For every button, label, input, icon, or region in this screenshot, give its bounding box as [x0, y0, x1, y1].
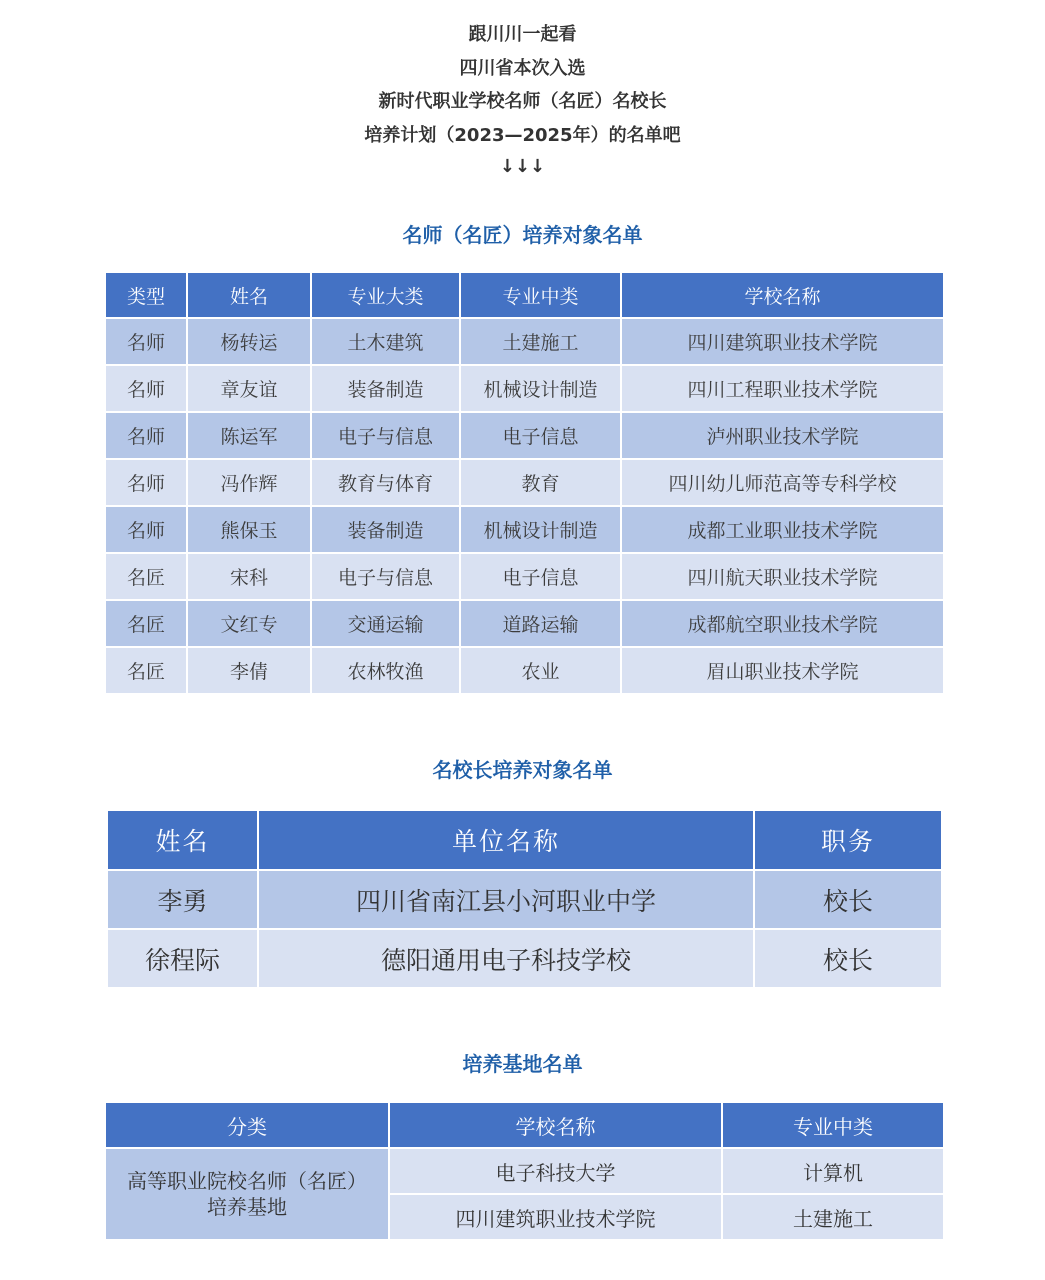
table-cell: 农林牧渔 [311, 647, 460, 694]
header-cell: 职务 [754, 810, 942, 870]
table-header-row [107, 810, 942, 870]
category-line-1: 高等职业院校名师（名匠） [127, 1169, 367, 1193]
header-cell: 学校名称 [389, 1102, 722, 1148]
table-cell: 李倩 [187, 647, 311, 694]
table-cell: 德阳通用电子科技学校 [258, 929, 754, 988]
header-cell: 单位名称 [258, 810, 754, 870]
table-row [105, 506, 944, 553]
table-header-row [105, 272, 944, 318]
intro-block [0, 18, 1045, 182]
header-cell: 专业中类 [722, 1102, 944, 1148]
table-cell: 电子信息 [460, 553, 621, 600]
category-cell [105, 1148, 389, 1240]
table-cell: 宋科 [187, 553, 311, 600]
table-cell: 交通运输 [311, 600, 460, 647]
table-cell: 校长 [754, 870, 942, 929]
down-arrows-icon: ↓↓↓ [499, 156, 546, 177]
table-cell: 计算机 [722, 1148, 944, 1194]
category-line-2: 培养基地 [207, 1195, 287, 1219]
table-cell: 装备制造 [311, 365, 460, 412]
table-row [105, 365, 944, 412]
table-cell: 徐程际 [107, 929, 258, 988]
header-cell: 专业中类 [460, 272, 621, 318]
table-row [105, 1148, 944, 1194]
table-cell: 泸州职业技术学院 [621, 412, 944, 459]
table-cell: 土木建筑 [311, 318, 460, 365]
intro-line-3: 新时代职业学校名师（名匠）名校长 [378, 91, 667, 112]
header-cell: 专业大类 [311, 272, 460, 318]
table-cell: 道路运输 [460, 600, 621, 647]
table-cell: 四川航天职业技术学院 [621, 553, 944, 600]
table-cell: 名师 [105, 365, 187, 412]
table-cell: 机械设计制造 [460, 506, 621, 553]
table-header-row [105, 1102, 944, 1148]
table-cell: 四川建筑职业技术学院 [389, 1194, 722, 1240]
table-cell: 名师 [105, 412, 187, 459]
teachers-table [104, 271, 945, 695]
table-cell: 电子科技大学 [389, 1148, 722, 1194]
table-cell: 农业 [460, 647, 621, 694]
table-row [105, 459, 944, 506]
table-cell: 名师 [105, 506, 187, 553]
table-cell: 章友谊 [187, 365, 311, 412]
table-cell: 土建施工 [722, 1194, 944, 1240]
header-cell: 姓名 [107, 810, 258, 870]
table-cell: 名匠 [105, 553, 187, 600]
principals-section-title: 名校长培养对象名单 [432, 758, 613, 782]
table-cell: 眉山职业技术学院 [621, 647, 944, 694]
table-cell: 名师 [105, 318, 187, 365]
intro-line-4: 培养计划（2023—2025年）的名单吧 [364, 124, 681, 146]
table-cell: 李勇 [107, 870, 258, 929]
header-cell: 姓名 [187, 272, 311, 318]
table-cell: 土建施工 [460, 318, 621, 365]
table-cell: 名匠 [105, 647, 187, 694]
principals-table [106, 809, 943, 989]
table-cell: 电子信息 [460, 412, 621, 459]
table-cell: 电子与信息 [311, 553, 460, 600]
table-cell: 电子与信息 [311, 412, 460, 459]
table-row [105, 600, 944, 647]
table-row [105, 412, 944, 459]
table-row [105, 318, 944, 365]
table-cell: 机械设计制造 [460, 365, 621, 412]
table-cell: 冯作辉 [187, 459, 311, 506]
table-row [107, 870, 942, 929]
table-cell: 陈运军 [187, 412, 311, 459]
table-cell: 四川幼儿师范高等专科学校 [621, 459, 944, 506]
table-cell: 名师 [105, 459, 187, 506]
bases-table [104, 1101, 945, 1241]
intro-line-1: 跟川川一起看 [468, 24, 577, 45]
intro-line-2: 四川省本次入选 [459, 57, 586, 79]
table-cell: 装备制造 [311, 506, 460, 553]
table-row [105, 553, 944, 600]
table-cell: 校长 [754, 929, 942, 988]
table-cell: 教育与体育 [311, 459, 460, 506]
table-row [107, 929, 942, 988]
bases-section-title: 培养基地名单 [462, 1052, 583, 1076]
table-cell: 成都工业职业技术学院 [621, 506, 944, 553]
table-cell: 教育 [460, 459, 621, 506]
table-cell: 四川建筑职业技术学院 [621, 318, 944, 365]
header-cell: 学校名称 [621, 272, 944, 318]
table-cell: 成都航空职业技术学院 [621, 600, 944, 647]
table-cell: 熊保玉 [187, 506, 311, 553]
table-cell: 杨转运 [187, 318, 311, 365]
table-cell: 名匠 [105, 600, 187, 647]
header-cell: 类型 [105, 272, 187, 318]
teachers-section-title: 名师（名匠）培养对象名单 [402, 223, 643, 247]
table-cell: 文红专 [187, 600, 311, 647]
table-cell: 四川省南江县小河职业中学 [258, 870, 754, 929]
header-cell: 分类 [105, 1102, 389, 1148]
table-cell: 四川工程职业技术学院 [621, 365, 944, 412]
table-row [105, 647, 944, 694]
